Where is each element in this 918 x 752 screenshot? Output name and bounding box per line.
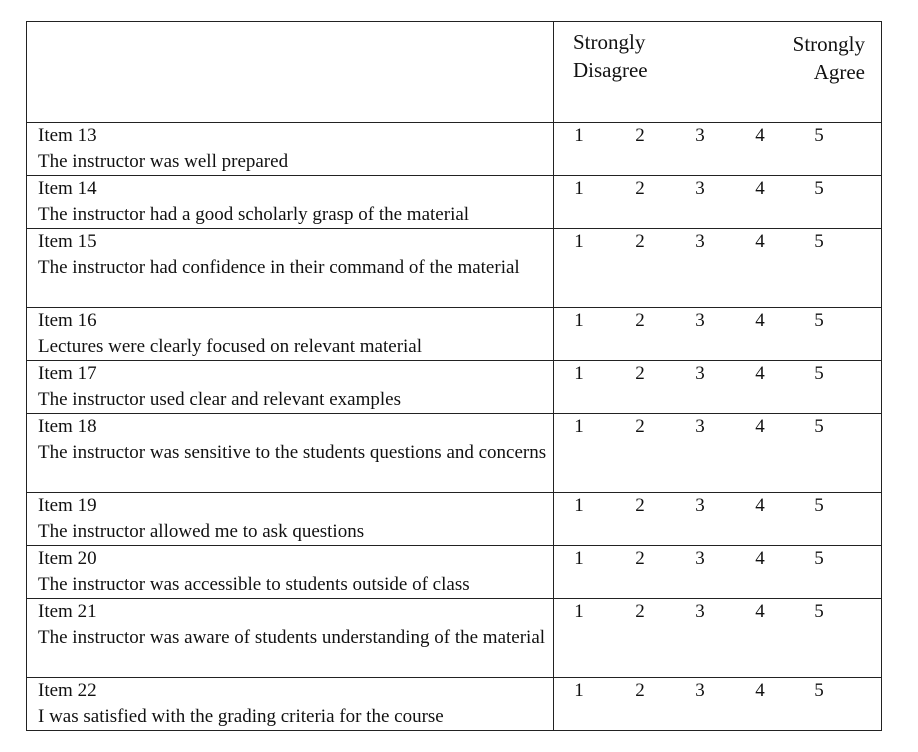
- item-text: Lectures were clearly focused on relevant material: [38, 336, 423, 357]
- item-text: The instructor allowed me to ask questions: [38, 521, 365, 542]
- item-text: I was satisfied with the grading criteria for the course: [38, 706, 444, 727]
- item-cell: [27, 678, 554, 731]
- item-number: Item 22: [38, 680, 97, 701]
- rating-scale: [554, 229, 882, 308]
- rating-option[interactable]: 4: [755, 548, 765, 569]
- item-text: The instructor had a good scholarly grasp of the material: [38, 204, 470, 225]
- rating-option[interactable]: 5: [814, 231, 824, 252]
- rating-option[interactable]: 5: [814, 416, 824, 437]
- item-number: Item 20: [38, 548, 97, 569]
- rating-option[interactable]: 1: [574, 125, 584, 146]
- item-text: The instructor was sensitive to the students questions and concerns: [38, 442, 547, 463]
- rating-scale: [554, 123, 882, 176]
- item-number: Item 14: [38, 178, 97, 199]
- item-cell: [27, 414, 554, 493]
- rating-option[interactable]: 2: [635, 310, 645, 331]
- strongly-disagree-label: [573, 28, 648, 84]
- item-row: [27, 414, 882, 493]
- rating-option[interactable]: 4: [755, 231, 765, 252]
- item-row: [27, 678, 882, 731]
- item-cell: [27, 599, 554, 678]
- rating-scale: [554, 176, 882, 229]
- item-number: Item 17: [38, 363, 97, 384]
- item-row: [27, 308, 882, 361]
- rating-option[interactable]: 4: [755, 601, 765, 622]
- rating-option[interactable]: 4: [755, 363, 765, 384]
- survey-table: [26, 21, 882, 731]
- item-row: [27, 361, 882, 414]
- rating-option[interactable]: 2: [635, 125, 645, 146]
- item-number: Item 21: [38, 601, 97, 622]
- rating-option[interactable]: 5: [814, 601, 824, 622]
- rating-option[interactable]: 2: [635, 495, 645, 516]
- item-row: [27, 229, 882, 308]
- rating-scale: [554, 546, 882, 599]
- item-row: [27, 546, 882, 599]
- item-cell: [27, 361, 554, 414]
- rating-option[interactable]: 5: [814, 680, 824, 701]
- rating-option[interactable]: 1: [574, 178, 584, 199]
- rating-option[interactable]: 2: [635, 231, 645, 252]
- rating-option[interactable]: 4: [755, 125, 765, 146]
- item-text: The instructor was aware of students understanding of the material: [38, 627, 546, 648]
- item-cell: [27, 308, 554, 361]
- rating-option[interactable]: 5: [814, 310, 824, 331]
- rating-option[interactable]: 1: [574, 548, 584, 569]
- item-number: Item 13: [38, 125, 97, 146]
- item-cell: [27, 123, 554, 176]
- rating-option[interactable]: 3: [695, 601, 705, 622]
- header-blank-cell: [27, 22, 554, 123]
- rating-option[interactable]: 1: [574, 680, 584, 701]
- item-row: [27, 123, 882, 176]
- item-text: The instructor had confidence in their command of the material: [38, 257, 520, 278]
- rating-option[interactable]: 3: [695, 125, 705, 146]
- rating-option[interactable]: 3: [695, 231, 705, 252]
- item-number: Item 18: [38, 416, 97, 437]
- rating-option[interactable]: 3: [695, 310, 705, 331]
- rating-option[interactable]: 3: [695, 680, 705, 701]
- rating-option[interactable]: 1: [574, 363, 584, 384]
- item-text: The instructor used clear and relevant examples: [38, 389, 401, 410]
- item-cell: [27, 546, 554, 599]
- rating-scale: [554, 308, 882, 361]
- rating-option[interactable]: 3: [695, 178, 705, 199]
- item-text: The instructor was well prepared: [38, 151, 289, 172]
- rating-option[interactable]: 2: [635, 363, 645, 384]
- item-number: Item 16: [38, 310, 97, 331]
- rating-option[interactable]: 1: [574, 310, 584, 331]
- rating-option[interactable]: 5: [814, 363, 824, 384]
- rating-option[interactable]: 4: [755, 495, 765, 516]
- rating-option[interactable]: 2: [635, 548, 645, 569]
- header-row: [27, 22, 882, 123]
- rating-option[interactable]: 3: [695, 548, 705, 569]
- rating-scale: [554, 678, 882, 731]
- strongly-agree-label: [793, 30, 865, 86]
- rating-option[interactable]: 1: [574, 231, 584, 252]
- rating-scale: [554, 361, 882, 414]
- rating-option[interactable]: 3: [695, 363, 705, 384]
- rating-option[interactable]: 5: [814, 495, 824, 516]
- rating-option[interactable]: 1: [574, 495, 584, 516]
- strongly-disagree-line1: Strongly: [573, 30, 646, 54]
- rating-option[interactable]: 5: [814, 178, 824, 199]
- rating-scale: [554, 599, 882, 678]
- item-row: [27, 493, 882, 546]
- strongly-disagree-line2: Disagree: [573, 58, 648, 82]
- scale-header-cell: [554, 22, 882, 123]
- item-row: [27, 176, 882, 229]
- rating-option[interactable]: 2: [635, 178, 645, 199]
- rating-option[interactable]: 1: [574, 601, 584, 622]
- item-cell: [27, 493, 554, 546]
- rating-option[interactable]: 4: [755, 178, 765, 199]
- item-row: [27, 599, 882, 678]
- rating-scale: [554, 414, 882, 493]
- rating-option[interactable]: 1: [574, 416, 584, 437]
- rating-option[interactable]: 5: [814, 125, 824, 146]
- rating-option[interactable]: 4: [755, 680, 765, 701]
- rating-option[interactable]: 3: [695, 416, 705, 437]
- rating-option[interactable]: 4: [755, 310, 765, 331]
- item-number: Item 15: [38, 231, 97, 252]
- strongly-agree-line2: Agree: [813, 60, 865, 84]
- rating-option[interactable]: 2: [635, 416, 645, 437]
- item-cell: [27, 229, 554, 308]
- rating-scale: [554, 493, 882, 546]
- rating-option[interactable]: 5: [814, 548, 824, 569]
- item-text: The instructor was accessible to students outside of class: [38, 574, 470, 595]
- rating-option[interactable]: 3: [695, 495, 705, 516]
- rating-option[interactable]: 4: [755, 416, 765, 437]
- rating-option[interactable]: 2: [635, 680, 645, 701]
- item-cell: [27, 176, 554, 229]
- strongly-agree-line1: Strongly: [792, 32, 865, 56]
- rating-option[interactable]: 2: [635, 601, 645, 622]
- item-number: Item 19: [38, 495, 97, 516]
